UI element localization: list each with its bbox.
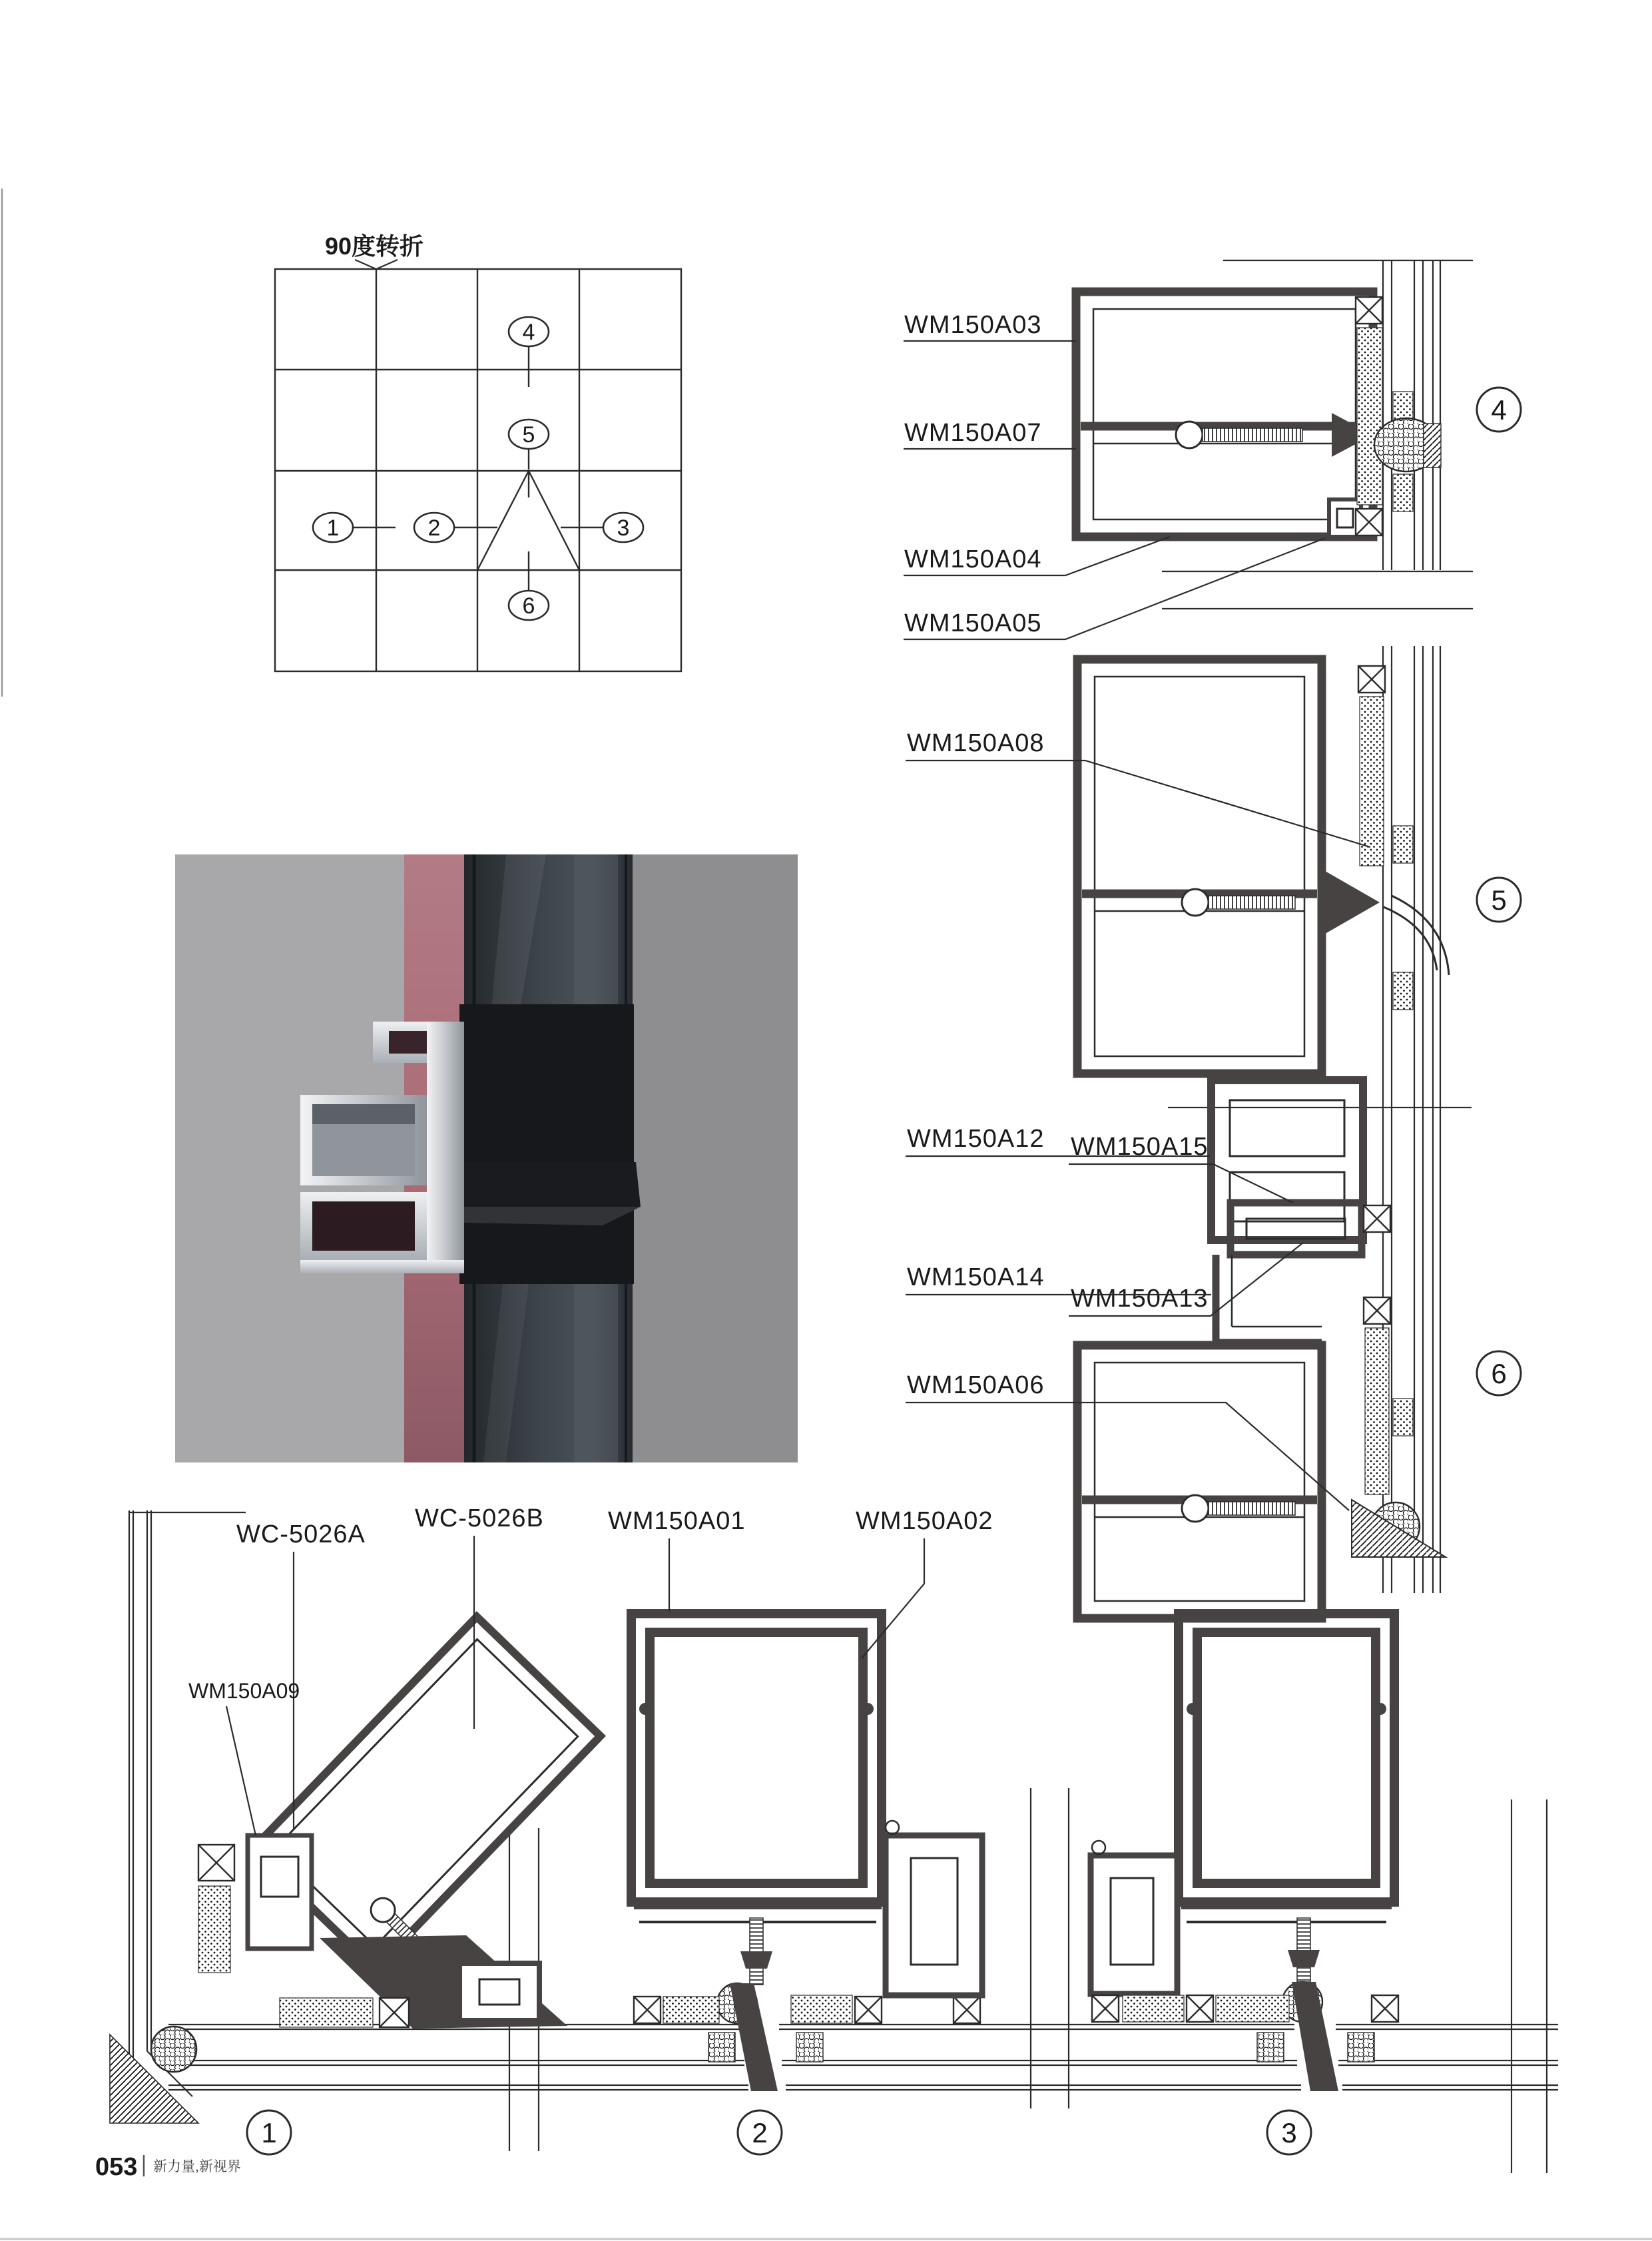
label-wm150a02-leader — [862, 1538, 924, 1658]
label-wm150a15-leader — [1069, 1164, 1293, 1203]
d1-callout: 1 — [261, 2117, 277, 2148]
footer-slogan: 新力量,新视界 — [153, 2159, 241, 2174]
d2-screw-nut — [740, 1951, 772, 1969]
d2-inner-frame-wm150a02 — [650, 1632, 863, 1883]
render-background-right — [633, 854, 798, 1462]
d3-inner-frame — [1197, 1632, 1376, 1883]
detail-section-2 — [631, 1614, 982, 2154]
label-wc5026b: WC-5026B — [415, 1504, 544, 1532]
d4-gasket-xbox-top — [1356, 297, 1382, 324]
d2-transom-profile — [886, 1835, 982, 1995]
d4-insulation-stipple — [1357, 328, 1382, 505]
label-wm150a14: WM150A14 — [907, 1263, 1045, 1291]
d6-top-box — [1231, 1203, 1362, 1255]
d2-outer-frame-wm150a01 — [631, 1614, 882, 1902]
plan-title-note: 90度转折 — [325, 232, 424, 260]
d1-base-stipple — [280, 1998, 373, 2027]
d3-callout: 3 — [1281, 2117, 1297, 2148]
d2-stipple-left — [663, 1997, 719, 2023]
d1-left-glass — [129, 1510, 246, 2108]
plan-grid-lines — [275, 269, 681, 671]
d6-gasket-xbox-top — [1364, 1205, 1390, 1232]
d3-base-seal-right — [1348, 2033, 1374, 2062]
d4-sealant-hatch — [1424, 424, 1441, 468]
plan-callout-6: 6 — [522, 593, 535, 619]
d4-bolt-thread — [1203, 428, 1302, 442]
label-wm150a13: WM150A13 — [1071, 1285, 1209, 1313]
d2-stipple-right — [791, 1995, 852, 2023]
render-mullion-cap-dark — [459, 1004, 634, 1284]
d6-gasket-xbox-mid — [1364, 1297, 1390, 1324]
d5-lower-box-chamber1 — [1230, 1100, 1344, 1156]
detail-section-1 — [110, 1510, 601, 2154]
label-wm150a06: WM150A06 — [907, 1371, 1045, 1399]
d6-glass-spacer — [1393, 1399, 1413, 1436]
d6-profile-inner — [1095, 1363, 1304, 1601]
d1-sill-profile — [459, 1963, 539, 2021]
plan-callout-2: 2 — [427, 515, 441, 541]
d2-gasket-nub-right — [862, 1703, 874, 1715]
plan-callout-1: 1 — [326, 515, 340, 541]
d3-xbox-right — [1372, 1995, 1398, 2022]
d3-stipple-mid — [1216, 1995, 1289, 2022]
d4-bolt-head — [1176, 422, 1203, 448]
d2-xbox-mid — [855, 1997, 882, 2023]
d3-sealant-wedge — [1292, 1982, 1338, 2091]
d5-glass-spacer-top — [1393, 826, 1413, 863]
d3-screw-nut — [1288, 1950, 1320, 1967]
label-wc5026a: WC-5026A — [236, 1520, 366, 1548]
d1-gasket-xbox — [198, 1845, 234, 1881]
d3-transom-profile — [1091, 1855, 1177, 1994]
label-wm150a15: WM150A15 — [1071, 1133, 1209, 1161]
detail-section-6 — [1077, 1203, 1521, 1618]
d5-lower-box-chamber2 — [1230, 1172, 1344, 1221]
glass-segment-b — [1383, 646, 1440, 1108]
plan-callout-4: 4 — [522, 320, 535, 345]
render-bottom-lip — [300, 1260, 464, 1273]
d6-arm-inner — [1232, 1255, 1322, 1327]
label-wm150a09: WM150A09 — [188, 1679, 300, 1703]
render-transom-wing — [464, 1162, 641, 1211]
d1-backer-rod — [151, 2027, 196, 2072]
d5-callout: 5 — [1491, 884, 1507, 916]
label-wm150a08-leader — [906, 761, 1370, 847]
label-wm150a09-leader — [226, 1706, 256, 1835]
d6-bolt-head — [1182, 1495, 1209, 1522]
label-wm150a08: WM150A08 — [907, 729, 1045, 757]
plan-title-leader — [355, 260, 398, 269]
d4-callout: 4 — [1491, 394, 1507, 426]
d3-xbox-left — [1092, 1995, 1119, 2022]
d5-profile-inner — [1095, 677, 1304, 1056]
label-wm150a07: WM150A07 — [904, 419, 1042, 447]
label-wm150a01: WM150A01 — [608, 1507, 746, 1535]
d4-gasket-xbox-bottom — [1356, 509, 1382, 535]
d3-xbox-mid — [1187, 1995, 1213, 2022]
d5-profile-box — [1077, 659, 1322, 1074]
d5-glass-spacer-bottom — [1393, 972, 1413, 1010]
d3-outer-frame — [1179, 1614, 1394, 1902]
d3-gasket-nub-right — [1374, 1703, 1386, 1715]
d1-insulation-stipple — [198, 1886, 230, 1973]
label-wm150a02: WM150A02 — [856, 1507, 993, 1535]
d2-base-seal-right — [796, 2033, 823, 2062]
d6-insulation-stipple — [1365, 1328, 1389, 1494]
d2-callout: 2 — [752, 2117, 768, 2148]
d2-xbox-right — [954, 1997, 980, 2023]
label-wm150a06-leader — [906, 1403, 1349, 1510]
d5-bolt-head — [1182, 889, 1209, 916]
d6-callout: 6 — [1491, 1358, 1507, 1389]
d3-stipple-left — [1123, 1995, 1184, 2022]
plan-callout-5: 5 — [522, 422, 535, 448]
label-wm150a03: WM150A03 — [904, 311, 1042, 339]
d1-clamp-profile-wm150a09 — [248, 1835, 312, 1949]
d2-gasket-curl — [886, 1821, 899, 1834]
render-lower-cavity — [312, 1201, 415, 1251]
page-footer — [95, 2153, 241, 2181]
footer-page-number: 053 — [95, 2153, 138, 2181]
d2-base-seal-left — [708, 2033, 735, 2062]
detail-section-3 — [1091, 1614, 1398, 2154]
key-plan — [275, 232, 681, 671]
d3-base-seal-left — [1257, 2033, 1284, 2062]
d6-profile-box — [1077, 1345, 1322, 1618]
render-face-plate — [427, 1022, 464, 1273]
render-main-chamber-shadow — [312, 1104, 415, 1124]
label-wm150a12: WM150A12 — [907, 1125, 1045, 1153]
d4-profile-inner — [1093, 309, 1356, 519]
d5-bolt-thread — [1209, 896, 1295, 909]
label-wm150a05: WM150A05 — [904, 609, 1042, 637]
detail-section-4 — [1076, 292, 1521, 537]
d5-gasket-xbox-top — [1358, 666, 1385, 693]
d5-insulation-stipple — [1360, 697, 1384, 866]
plan-callout-3: 3 — [617, 515, 630, 541]
d3-gasket-nub-left — [1187, 1703, 1199, 1715]
d3-gasket-curl — [1092, 1841, 1105, 1854]
d2-gasket-nub-left — [639, 1703, 651, 1715]
d1-base-xbox — [380, 1998, 409, 2027]
d6-bolt-thread — [1209, 1502, 1295, 1515]
render-panel — [175, 854, 798, 1462]
label-wm150a04: WM150A04 — [904, 545, 1042, 573]
d2-xbox-left — [634, 1997, 661, 2023]
d2-sealant-wedge — [730, 1983, 778, 2091]
d4-glass-spacer-bottom — [1393, 474, 1413, 511]
d5-connector-wedge — [1322, 869, 1380, 936]
